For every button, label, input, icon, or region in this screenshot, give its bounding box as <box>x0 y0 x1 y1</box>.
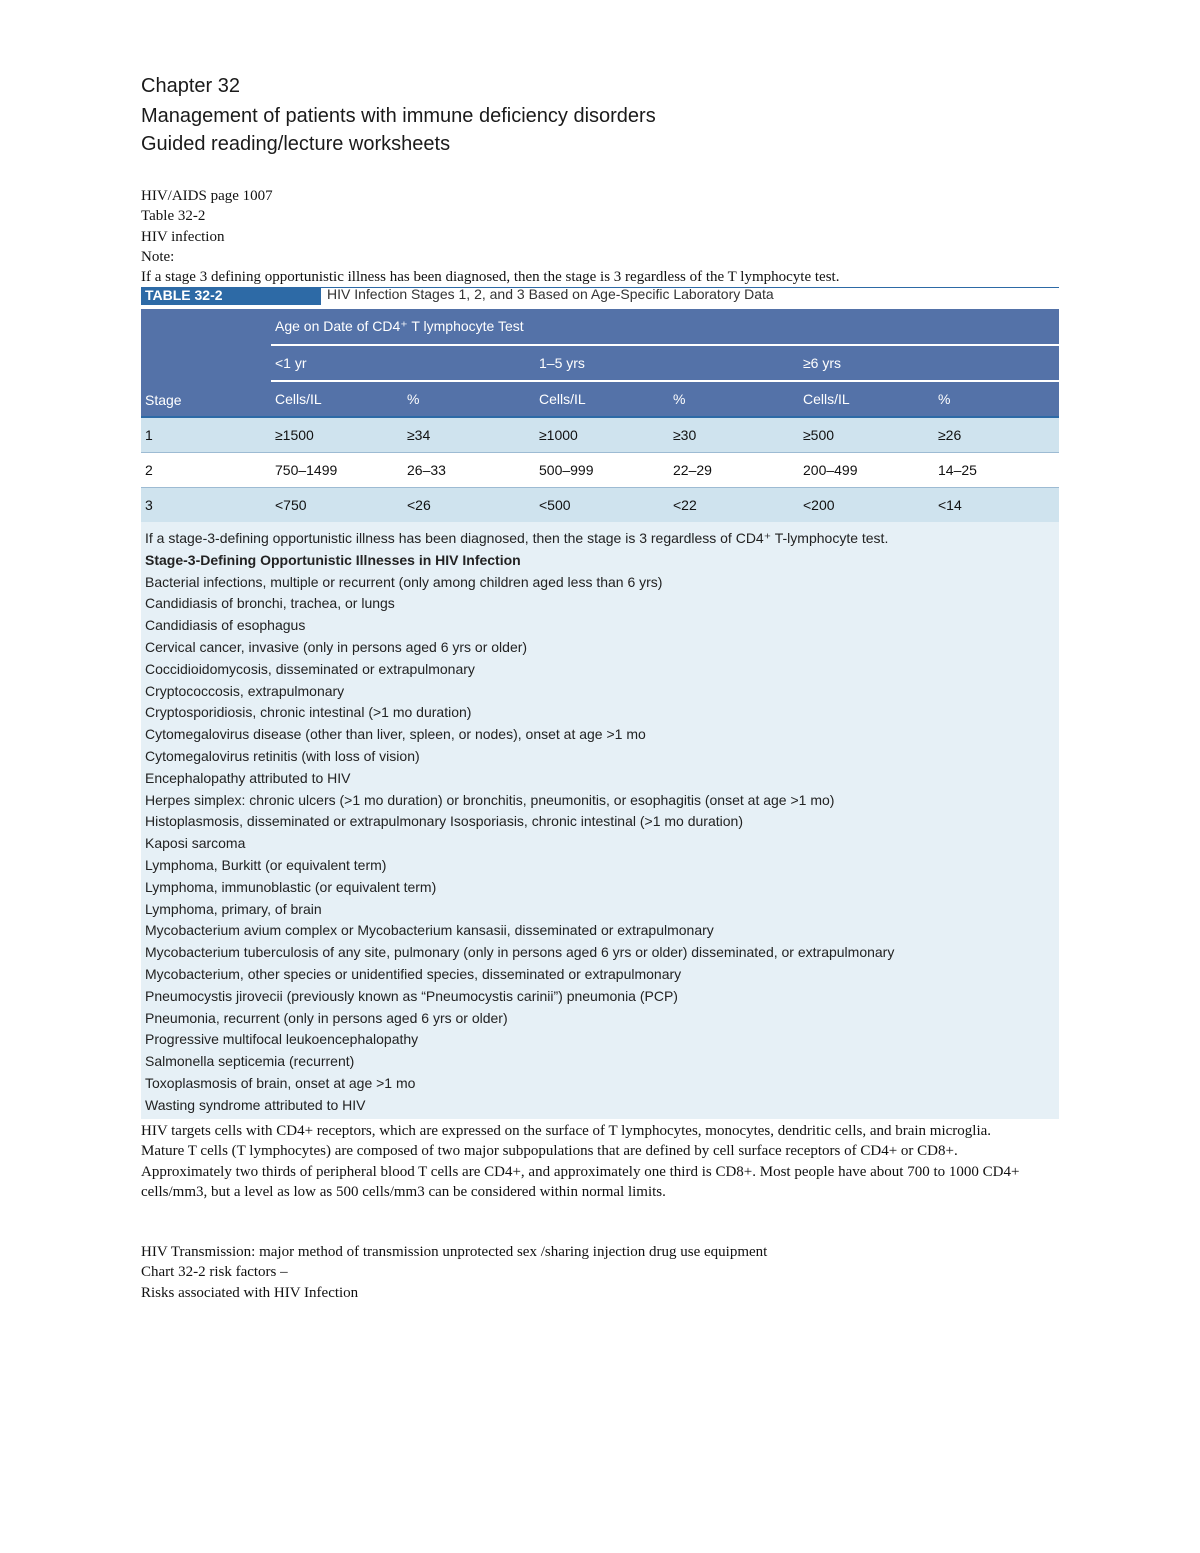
age-group-header: 1–5 yrs <box>535 345 799 381</box>
tail-line: Risks associated with HIV Infection <box>141 1284 359 1301</box>
table-cell: <14 <box>934 488 1059 524</box>
table-cell: ≥1000 <box>535 417 669 453</box>
age-group-header: ≥6 yrs <box>799 345 1059 381</box>
table-footnote: If a stage-3-defining opportunistic illness has been diagnosed, then the stage is 3 regardless of CD4⁺ T-lymphocyte test. <box>145 530 889 546</box>
list-item: Mycobacterium tuberculosis of any site, pulmonary (only in persons aged 6 yrs or older) disseminated, or extrapulmonary <box>145 944 895 961</box>
cd4-paragraph: HIV targets cells with CD4+ receptors, which are expressed on the surface of T lymphocytes, monocytes, dendritic cells, and brain microglia. Mature T cells (T lymphocytes) are composed of two major subpopulations that are defined by cell surface receptors of CD4+ or CD8+. Approximately two thirds of peripheral blood T cells are CD4+, and approximately one third is CD8+. Most people have about 700 to 1000 CD4+ cells/mm3, but a level as low as 500 cells/mm3 can be considered within normal limits. <box>141 1123 1020 1200</box>
stage-header: Stage <box>141 309 271 417</box>
page-title: Management of patients with immune deficiency disorders <box>141 105 656 127</box>
list-item: Cytomegalovirus disease (other than liver, spleen, or nodes), onset at age >1 mo <box>145 726 646 743</box>
tail-line: Chart 32-2 risk factors – <box>141 1264 288 1281</box>
column-header: % <box>934 381 1059 417</box>
column-header: Cells/IL <box>535 381 669 417</box>
stage-cell: 1 <box>141 417 271 453</box>
table-cell: <26 <box>403 488 535 524</box>
table-cell: <22 <box>669 488 799 524</box>
table-title: HIV Infection Stages 1, 2, and 3 Based on Age-Specific Laboratory Data <box>327 286 774 302</box>
intro-notes <box>141 186 839 287</box>
list-item: Kaposi sarcoma <box>145 835 246 852</box>
list-item: Cryptosporidiosis, chronic intestinal (>1 mo duration) <box>145 704 472 721</box>
list-item: Pneumocystis jirovecii (previously known as “Pneumocystis carinii”) pneumonia (PCP) <box>145 987 678 1004</box>
list-item: Mycobacterium, other species or unidentified species, disseminated or extrapulmonary <box>145 965 682 982</box>
list-item: Lymphoma, Burkitt (or equivalent term) <box>145 856 387 873</box>
table-cell: ≥34 <box>403 417 535 453</box>
table-caption <box>141 287 1059 305</box>
table-cell: 26–33 <box>403 453 535 488</box>
table-tag: TABLE 32-2 <box>141 287 321 305</box>
page-subtitle: Guided reading/lecture worksheets <box>141 133 451 155</box>
list-item: Cryptococcosis, extrapulmonary <box>145 682 345 699</box>
age-group-header: <1 yr <box>271 345 535 381</box>
table-row <box>141 488 1059 524</box>
table-cell: 500–999 <box>535 453 669 488</box>
list-item: Mycobacterium avium complex or Mycobacterium kansasii, disseminated or extrapulmonary <box>145 922 714 939</box>
age-header: Age on Date of CD4⁺ T lymphocyte Test <box>271 309 1059 345</box>
list-item: Lymphoma, immunoblastic (or equivalent term) <box>145 878 437 895</box>
table-notes <box>141 522 1059 1119</box>
column-header: % <box>669 381 799 417</box>
column-header: Cells/IL <box>271 381 403 417</box>
table-cell: ≥26 <box>934 417 1059 453</box>
list-item: Coccidioidomycosis, disseminated or extrapulmonary <box>145 660 475 677</box>
column-header: % <box>403 381 535 417</box>
list-item: Pneumonia, recurrent (only in persons aged 6 yrs or older) <box>145 1009 508 1026</box>
list-item: Toxoplasmosis of brain, onset at age >1 mo <box>145 1074 416 1091</box>
illness-list <box>145 572 1059 1117</box>
table-cell: ≥500 <box>799 417 934 453</box>
intro-line: HIV infection <box>141 228 225 245</box>
list-item: Candidiasis of bronchi, trachea, or lungs <box>145 595 395 612</box>
intro-line: Note: <box>141 248 175 265</box>
list-item: Encephalopathy attributed to HIV <box>145 769 351 786</box>
transmission-notes <box>141 1242 767 1303</box>
intro-line: Table 32-2 <box>141 208 206 225</box>
stage-cell: 2 <box>141 453 271 488</box>
intro-line: HIV/AIDS page 1007 <box>141 188 273 204</box>
list-item: Wasting syndrome attributed to HIV <box>145 1096 366 1113</box>
stage-cell: 3 <box>141 488 271 524</box>
intro-line: If a stage 3 defining opportunistic illness has been diagnosed, then the stage is 3 regardless of the T lymphocyte test. <box>141 269 840 286</box>
column-header: Cells/IL <box>799 381 934 417</box>
table-cell: ≥1500 <box>271 417 403 453</box>
list-item: Cytomegalovirus retinitis (with loss of vision) <box>145 747 420 764</box>
table-cell: <750 <box>271 488 403 524</box>
illness-list-title: Stage-3-Defining Opportunistic Illnesses in HIV Infection <box>145 551 521 568</box>
chapter-heading: Chapter 32 <box>141 75 240 97</box>
list-item: Bacterial infections, multiple or recurrent (only among children aged less than 6 yrs) <box>145 573 663 590</box>
table-row <box>141 417 1059 453</box>
list-item: Candidiasis of esophagus <box>145 617 306 634</box>
table-cell: ≥30 <box>669 417 799 453</box>
hiv-stages-table <box>141 309 1059 524</box>
table-cell: 750–1499 <box>271 453 403 488</box>
table-cell: 200–499 <box>799 453 934 488</box>
table-cell: 14–25 <box>934 453 1059 488</box>
list-item: Progressive multifocal leukoencephalopathy <box>145 1031 419 1048</box>
table-row <box>141 453 1059 488</box>
table-cell: <200 <box>799 488 934 524</box>
list-item: Cervical cancer, invasive (only in persons aged 6 yrs or older) <box>145 638 528 655</box>
table-cell: <500 <box>535 488 669 524</box>
tail-line: HIV Transmission: major method of transmission unprotected sex /sharing injection drug use equipment <box>141 1244 768 1260</box>
list-item: Histoplasmosis, disseminated or extrapulmonary Isosporiasis, chronic intestinal (>1 mo duration) <box>145 813 743 830</box>
list-item: Lymphoma, primary, of brain <box>145 900 322 917</box>
list-item: Herpes simplex: chronic ulcers (>1 mo duration) or bronchitis, pneumonitis, or esophagitis (onset at age >1 mo) <box>145 791 835 808</box>
list-item: Salmonella septicemia (recurrent) <box>145 1053 355 1070</box>
table-cell: 22–29 <box>669 453 799 488</box>
